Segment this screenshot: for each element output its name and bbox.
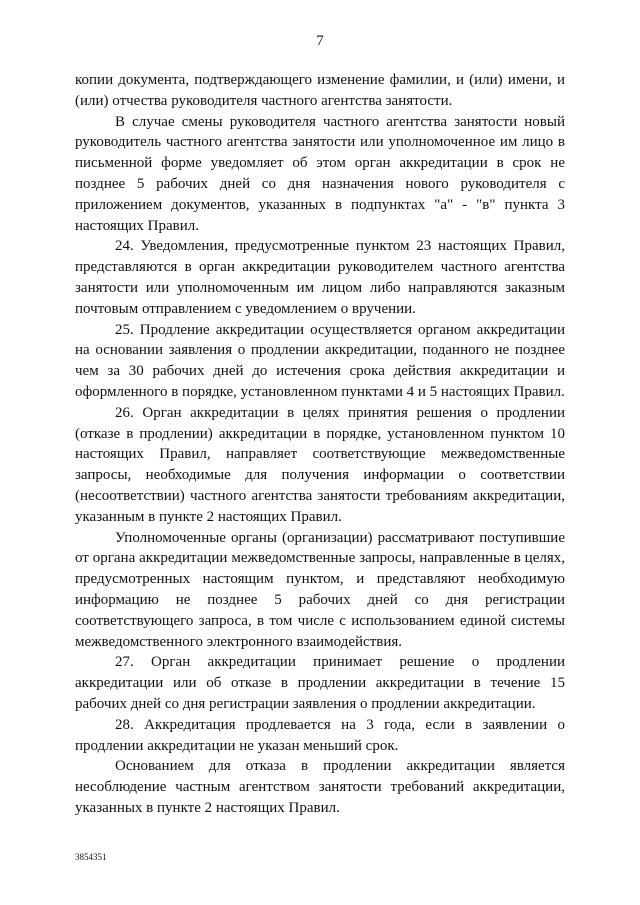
page-number: 7 [316,33,324,49]
paragraph-continuation: копии документа, подтверждающего изменение фамилии, и (или) имени, и (или) отчества руководителя частного агентства занятости. [75,72,565,109]
document-body [75,70,565,819]
paragraph-item-28: 28. Аккредитация продлевается на 3 года, если в заявлении о продлении аккредитации не указан меньший срок. [75,716,565,754]
paragraph-item-26: 26. Орган аккредитации в целях принятия решения о продлении (отказе в продлении) аккредитации в порядке, установленном пунктом 10 настоящих Правил, направляет соответствующие межведомственные запросы, необходимые для получения информации о соответствии (несоответствии) частного агентства занятости требованиям аккредитации, указанным в пункте 2 настоящих Правил. [75,404,565,525]
paragraph-authorized-bodies: Уполномоченные органы (организации) рассматривают поступившие от органа аккредитации межведомственные запросы, направленные в целях, предусмотренных настоящим пунктом, и представляют необходимую информацию не позднее 5 рабочих дней со дня регистрации соответствующего запроса, в том числе с использованием единой системы межведомственного электронного взаимодействия. [75,529,565,650]
paragraph-item-24: 24. Уведомления, предусмотренные пунктом 23 настоящих Правил, представляются в орган аккредитации руководителем частного агентства занятости или уполномоченным им лицом либо направляются заказным почтовым отправлением с уведомлением о вручении. [75,238,565,317]
paragraph-change-of-head: В случае смены руководителя частного агентства занятости новый руководитель частного агентства занятости или уполномоченное им лицо в письменной форме уведомляет об этом орган аккредитации в срок не позднее 5 рабочих дней со дня назначения нового руководителя с приложением документов, указанных в подпунктах "а" - "в" пункта 3 настоящих Правил. [75,113,565,234]
paragraph-item-25: 25. Продление аккредитации осуществляется органом аккредитации на основании заявления о продлении аккредитации, поданного не позднее чем за 30 рабочих дней до истечения срока действия аккредитации и оформленного в порядке, установленном пунктами 4 и 5 настоящих Правил. [75,321,565,400]
document-code: 3854351 [75,852,107,862]
paragraph-item-27: 27. Орган аккредитации принимает решение о продлении аккредитации или об отказе в продлении аккредитации в течение 15 рабочих дней со дня регистрации заявления о продлении аккредитации. [75,654,565,712]
paragraph-refusal-grounds: Основанием для отказа в продлении аккредитации является несоблюдение частным агентством занятости требований аккредитации, указанных в пункте 2 настоящих Правил. [75,758,565,816]
